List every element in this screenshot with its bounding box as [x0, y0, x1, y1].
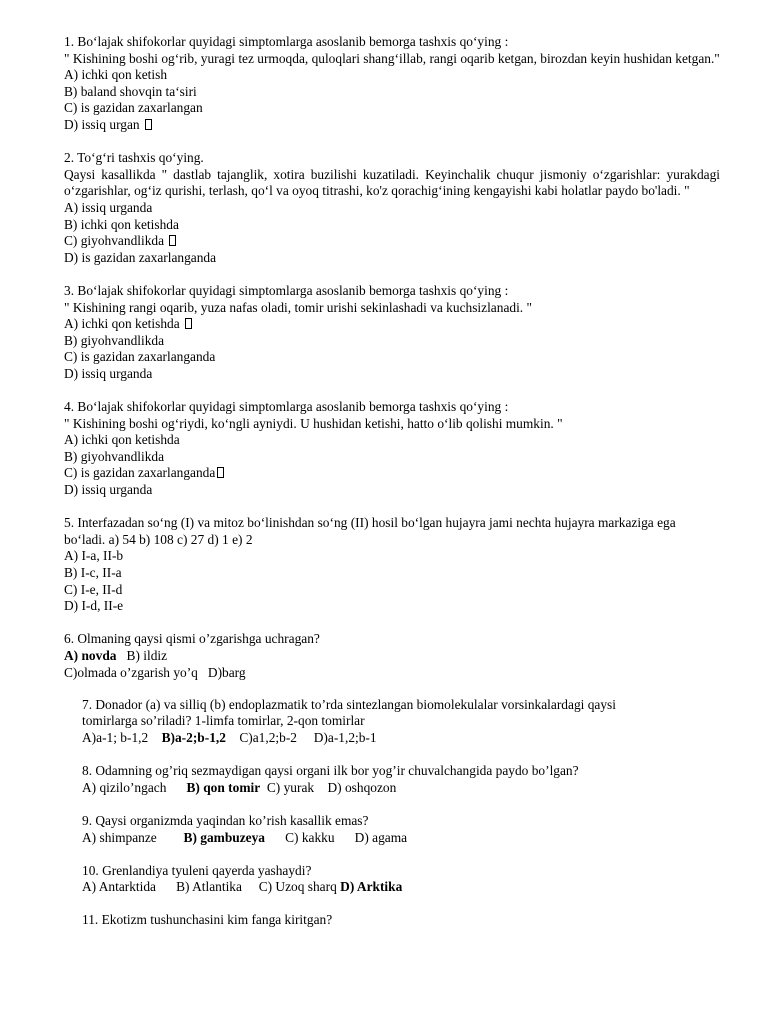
- question-body: " Kishining rangi oqarib, yuza nafas oladi, tomir urishi sekinlashadi va kuchsizlanadi. ": [64, 299, 532, 315]
- question-header: 8. Odamning og’riq sezmaydigan qaysi organi ilk bor yog’ir chuvalchangida paydo bo’lgan?: [82, 763, 579, 779]
- option-a: A) I-a, II-b: [64, 548, 124, 564]
- question-header: 4. Bo‘lajak shifokorlar quyidagi simptomlarga asoslanib bemorga tashxis qo‘ying :: [64, 399, 509, 415]
- option-c: C) is gazidan zaxarlangan: [64, 100, 203, 116]
- option-a: A) ichki qon ketishda: [64, 316, 180, 332]
- option-a: A) shimpanze: [82, 829, 157, 845]
- option-b: B) ildiz: [126, 647, 168, 663]
- question-body: tomirlarga so’riladi? 1-limfa tomirlar, 2-qon tomirlar: [82, 713, 365, 729]
- question-header: 10. Grenlandiya tyuleni qayerda yashaydi?: [82, 862, 312, 878]
- question-header: 3. Bo‘lajak shifokorlar quyidagi simptomlarga asoslanib bemorga tashxis qo‘ying :: [64, 282, 509, 298]
- option-a: A) ichki qon ketish: [64, 67, 168, 83]
- option-b-correct: B)a-2;b-1,2: [161, 729, 226, 745]
- option-d: D) I-d, II-e: [64, 598, 124, 614]
- question-5: [64, 515, 720, 615]
- option-b: B) baland shovqin ta‘siri: [64, 83, 197, 99]
- question-header: 1. Bo‘lajak shifokorlar quyidagi simptomlarga asoslanib bemorga tashxis qo‘ying :: [64, 34, 509, 49]
- option-d: D) issiq urganda: [64, 482, 153, 498]
- question-2: [64, 150, 720, 266]
- question-7: [82, 697, 720, 747]
- option-a: A) qizilo’ngach: [82, 779, 167, 795]
- question-8: [82, 763, 720, 796]
- option-a: A) issiq urganda: [64, 199, 153, 215]
- document-page: [64, 34, 720, 946]
- option-b: B) giyohvandlikda: [64, 332, 165, 348]
- answer-mark-icon: [145, 119, 152, 130]
- option-c: C) kakku: [285, 829, 335, 845]
- answer-mark-icon: [217, 467, 224, 478]
- option-b: B) I-c, II-a: [64, 565, 122, 580]
- question-header: 5. Interfazadan so‘ng (I) va mitoz bo‘linishdan so‘ng (II) hosil bo‘lgan hujayra jami nechta hujayra markaziga ega bo‘ladi. a) 54 b) 108 c) 27 d) 1 e) 2: [64, 515, 676, 547]
- question-body: Qaysi kasallikda " dastlab tajanglik, xotira buzilishi kuzatiladi. Keyinchalik chuqur jismoniy o‘zgarishlar: yurakdagi o‘zgarishlar, og‘iz qurishi, terlash, qo‘l va oyoq titrashi, ko'z qorachig‘ining kengayishi kabi holatlar paydo bo'ladi. ": [64, 166, 720, 199]
- question-body: " Kishining boshi og‘rib, yuragi tez urmoqda, quloqlari shang‘illab, rangi oqarib ketgan, birozdan keyin hushidan ketgan.": [64, 50, 720, 66]
- option-a-correct: A) novda: [64, 647, 117, 663]
- option-d: D) agama: [354, 829, 408, 845]
- option-c: C) giyohvandlikda: [64, 233, 165, 249]
- question-1: [64, 34, 720, 134]
- option-c: C) is gazidan zaxarlanganda: [64, 349, 216, 365]
- option-c: C) I-e, II-d: [64, 581, 123, 597]
- option-d: D) issiq urganda: [64, 365, 153, 381]
- question-9: [82, 813, 720, 846]
- option-a: A) ichki qon ketishda: [64, 432, 180, 448]
- question-4: [64, 399, 720, 499]
- option-a: A) Antarktida: [82, 879, 157, 895]
- question-body: " Kishining boshi og‘riydi, ko‘ngli ayniydi. U hushidan ketishi, hatto o‘lib qolishi mumkin. ": [64, 415, 563, 431]
- question-10: [82, 863, 720, 896]
- option-b: B) Atlantika: [176, 879, 242, 895]
- option-d: D) issiq urgan: [64, 116, 140, 132]
- option-d-correct: D) Arktika: [340, 879, 403, 895]
- answer-mark-icon: [169, 235, 176, 246]
- option-c: C) yurak: [266, 779, 315, 795]
- option-d: D)a-1,2;b-1: [313, 729, 377, 745]
- question-header: 7. Donador (a) va silliq (b) endoplazmatik to’rda sintezlangan biomolekulalar vorsinkalardagi qaysi: [82, 696, 616, 712]
- option-b-correct: B) qon tomir: [186, 779, 261, 795]
- option-b: B) giyohvandlikda: [64, 448, 165, 464]
- question-header: 9. Qaysi organizmda yaqindan ko’rish kasallik emas?: [82, 812, 369, 828]
- question-11: [82, 912, 720, 929]
- answer-mark-icon: [185, 318, 192, 329]
- option-d: D) oshqozon: [327, 779, 397, 795]
- option-c: C)a1,2;b-2: [239, 729, 297, 745]
- option-d: D) is gazidan zaxarlanganda: [64, 249, 217, 265]
- option-c: C) is gazidan zaxarlanganda: [64, 465, 216, 481]
- option-a: A)a-1; b-1,2: [82, 729, 149, 745]
- question-3: [64, 283, 720, 383]
- question-header: 2. To‘g‘ri tashxis qo‘ying.: [64, 150, 204, 166]
- options-line: C)olmada o’zgarish yo’q D)barg: [64, 664, 246, 680]
- question-6: [64, 631, 720, 681]
- question-header: 6. Olmaning qaysi qismi o’zgarishga uchragan?: [64, 631, 320, 647]
- option-c: C) Uzoq sharq: [258, 879, 337, 895]
- question-header: 11. Ekotizm tushunchasini kim fanga kiritgan?: [82, 912, 333, 928]
- option-b-correct: B) gambuzeya: [183, 829, 265, 845]
- option-b: B) ichki qon ketishda: [64, 216, 179, 232]
